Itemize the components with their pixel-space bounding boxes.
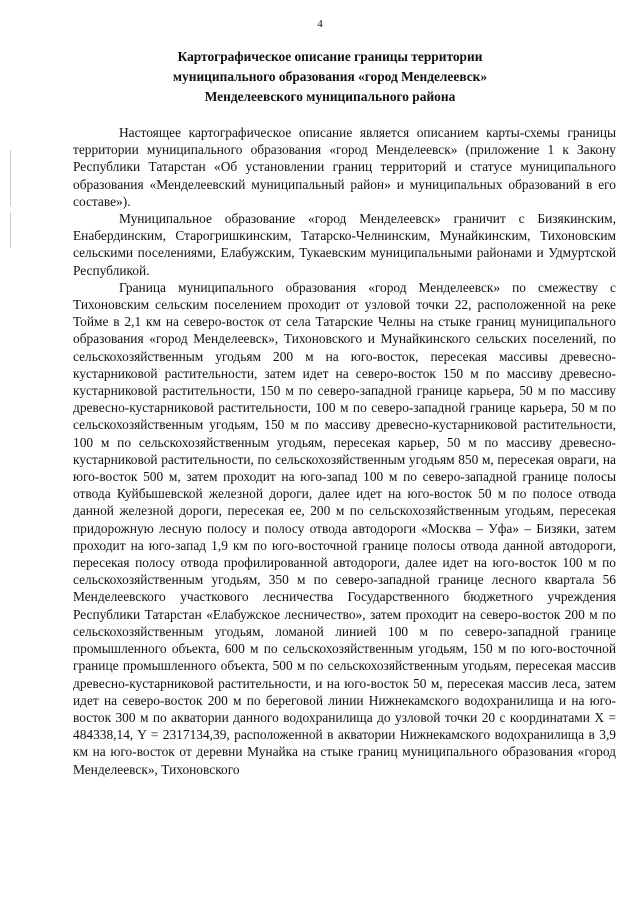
scan-margin-line-lower [10, 212, 11, 248]
title-line-1: Картографическое описание границы территории [177, 49, 483, 64]
scan-margin-line-upper [10, 150, 11, 206]
paragraph-intro: Настоящее картографическое описание является описанием карты-схемы границы территории муниципального образования «город Менделеевск» (приложение 1 к Закону Республики Татарстан «Об установлении границ территорий и статусе муниципального образования «Менделеевский муниципальный район» и муниципальных образований в его составе»). [73, 125, 616, 209]
title-line-3: Менделеевского муниципального района [204, 89, 456, 104]
document-title [60, 47, 600, 107]
document-body [73, 124, 616, 778]
paragraph-boundary-description: Граница муниципального образования «город Менделеевск» по смежеству с Тихоновским сельским поселением проходит от узловой точки 22, расположенной на реке Тойме в 2,1 км на северо-восток от села Татарские Челны на стыке границ муниципального образования «город Менделеевск», Тихоновского и Мунайкинского сельских поселений, по сельскохозяйственным угодьям 200 м на юго-восток, пересекая массивы древесно-кустарниковой растительности, затем идет на северо-восток 150 м по массиву древесно-кустарниковой растительности, 150 м по северо-западной границе карьера, 50 м по массиву древесно-кустарниковой растительности, 100 м по северо-западной границе карьера, 50 м по сельскохозяйственным угодьям, 150 м по массиву древесно-кустарниковой растительности, 100 м по сельскохозяйственным угодьям, пересекая карьер, 50 м по массиву древесно-кустарниковой растительности, по сельскохозяйственным угодьям 850 м, пересекая овраги, на юго-восток 500 м, затем проходит на юго-запад 100 м по северо-западной границе полосы отвода Куйбышевской железной дороги, далее идет на юго-восток 50 м по полосе отвода данной железной дороги, пересекая ее, 200 м по сельскохозяйственным угодьям, пересекая придорожную лесную полосу и полосу отвода автодороги «Москва – Уфа» – Бизяки, затем проходит на юго-запад 1,9 км по юго-восточной границе полосы отвода данной автодороги, пересекая полосу отвода профилированной автодороги, далее идет на юго-восток 100 м по сельскохозяйственным угодьям, 350 м по северо-западной границе лесного квартала 56 Менделеевского участкового лесничества Государственного бюджетного учреждения Республики Татарстан «Елабужское лесничество», затем проходит на северо-восток 200 м по сельскохозяйственным угодьям, ломаной линией 100 м по северо-западной границе промышленного объекта, 600 м по сельскохозяйственным угодьям, 150 м по юго-восточной границе промышленного объекта, 500 м по сельскохозяйственным угодьям, пересекая массив древесно-кустарниковой растительности, и на юго-восток 50 м, пересекая массив леса, затем идет на северо-восток 200 м по береговой линии Нижнекамского водохранилища и на юго-восток 300 м по акватории данного водохранилища до узловой точки 20 с координатами X = 484338,14, Y = 2317134,39, расположенной в акватории Нижнекамского водохранилища в 3,9 км на юго-восток от деревни Мунайка на стыке границ муниципального образования «город Менделеевск», Тихоновского [73, 279, 616, 777]
title-line-2: муниципального образования «город Менделеевск» [172, 69, 488, 84]
paragraph-neighbors: Муниципальное образование «город Менделеевск» граничит с Бизякинским, Енабердинским, Старогришкинским, Татарско-Челнинским, Мунайкинским, Тихоновским сельскими поселениями, Елабужским, Тукаевским муниципальными районами и Удмуртской Республикой. [73, 211, 616, 278]
page-number: 4 [317, 18, 323, 30]
